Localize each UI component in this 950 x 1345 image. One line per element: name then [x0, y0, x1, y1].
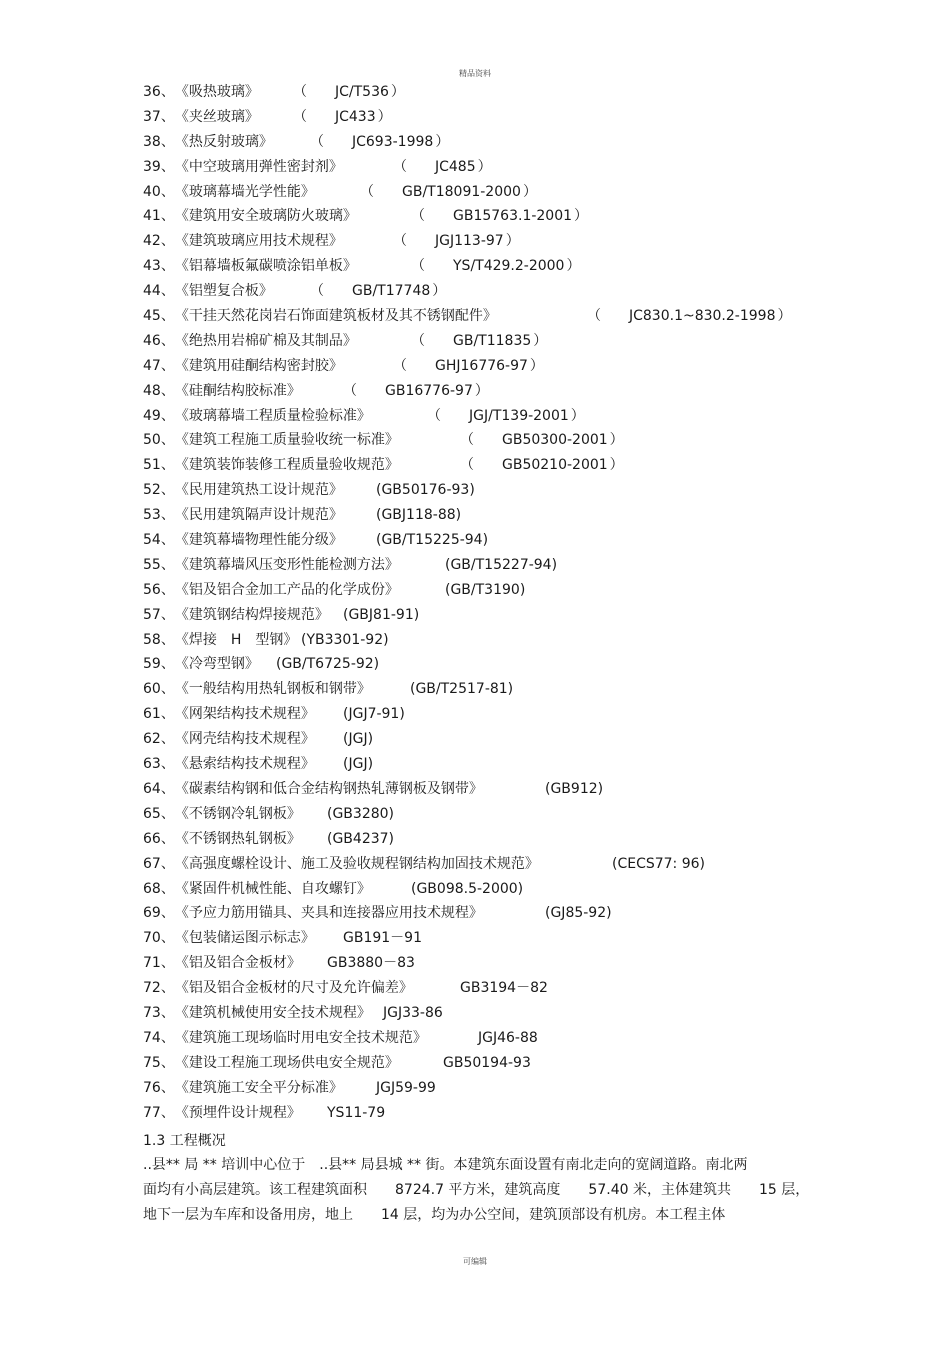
standard-item — [143, 877, 843, 902]
standard-code-group — [443, 1051, 531, 1076]
standard-code: GB/T11835 — [453, 332, 532, 349]
standard-title: 《予应力筋用锚具、夹具和连接器应用技术规程》 — [174, 905, 483, 922]
standard-paren: （ — [293, 108, 307, 125]
standard-title: 《一般结构用热轧钢板和钢带》 — [174, 681, 371, 698]
standard-code-group — [360, 180, 537, 205]
standard-code-group — [445, 553, 557, 578]
standard-title: 《建筑幕墙物理性能分级》 — [174, 532, 343, 549]
standard-number: 36、 — [143, 84, 175, 100]
standard-title: 《铝及铝合金板材》 — [174, 955, 301, 972]
standard-code: (JGJ7-91) — [343, 706, 405, 723]
standard-code-group — [587, 304, 791, 329]
standard-code-group — [310, 279, 446, 304]
standard-item — [143, 180, 843, 205]
standard-code-group — [393, 155, 492, 180]
standard-paren: （ — [343, 382, 357, 399]
standard-code-group — [376, 478, 475, 503]
standard-code-group — [310, 130, 449, 155]
standard-code: JC693-1998 — [352, 133, 434, 150]
standard-paren: ） — [533, 332, 548, 349]
standard-code: (GB/T15227-94) — [445, 556, 558, 573]
standard-paren: （ — [360, 183, 374, 200]
standard-paren: （ — [460, 457, 474, 474]
standard-code-group — [327, 802, 394, 827]
standard-number: 67、 — [143, 855, 175, 872]
standard-paren: ） — [432, 283, 447, 300]
standard-code: (GB098.5-2000) — [411, 880, 524, 897]
standard-number: 61、 — [143, 706, 175, 723]
standard-code-group — [393, 354, 544, 379]
standard-number: 46、 — [143, 332, 175, 349]
standard-number: 49、 — [143, 407, 175, 424]
standard-title: 《铝及铝合金加工产品的化学成份》 — [174, 581, 399, 598]
standard-number: 62、 — [143, 731, 175, 748]
standard-paren: （ — [393, 357, 407, 374]
standard-code-group — [376, 528, 488, 553]
standard-title: 《玻璃幕墙工程质量检验标准》 — [174, 407, 371, 424]
standard-item — [143, 503, 843, 528]
standard-number: 44、 — [143, 283, 175, 300]
standard-paren: ） — [609, 432, 624, 449]
standard-number: 54、 — [143, 532, 175, 549]
standard-code: GB15763.1-2001 — [453, 208, 573, 225]
standard-paren: （ — [587, 308, 601, 325]
standard-title: 《不锈钢冷轧钢板》 — [174, 805, 301, 822]
paragraph-line-2: 面均有小高层建筑。该工程建筑面积 8724.7 平方米，建筑高度 57.40 米，主体建筑共 15 层， — [143, 1182, 810, 1198]
standard-item — [143, 578, 843, 603]
standards-list — [143, 80, 843, 1125]
standard-code: YS11-79 — [327, 1104, 386, 1121]
standard-number: 58、 — [143, 631, 175, 648]
standard-paren: ） — [570, 407, 585, 424]
standard-code-group — [411, 254, 580, 279]
standard-title: 《夹丝玻璃》 — [174, 108, 259, 125]
standard-item — [143, 553, 843, 578]
standard-number: 50、 — [143, 432, 175, 449]
standard-number: 73、 — [143, 1004, 175, 1021]
standard-item — [143, 727, 843, 752]
standard-item — [143, 976, 843, 1001]
standard-code: JGJ/T139-2001 — [469, 407, 569, 424]
page-header: 精品资料 — [459, 69, 491, 78]
standard-title: 《铝幕墙板氟碳喷涂铝单板》 — [174, 258, 357, 275]
standard-item — [143, 777, 843, 802]
standard-item — [143, 1001, 843, 1026]
standard-code: (GB50176-93) — [376, 482, 475, 499]
standard-number: 48、 — [143, 382, 175, 399]
standard-title: 《建筑施工现场临时用电安全技术规范》 — [174, 1029, 427, 1046]
standard-number: 53、 — [143, 507, 175, 524]
standard-title: 《高强度螺栓设计、施工及验收规程钢结构加固技术规范》 — [174, 855, 539, 872]
standard-title: 《网壳结构技术规程》 — [174, 731, 315, 748]
standard-title: 《铝塑复合板》 — [174, 283, 273, 300]
standard-code-group — [545, 777, 603, 802]
standard-code-group — [327, 827, 394, 852]
standard-code-group — [376, 1076, 436, 1101]
standard-code-group — [411, 204, 588, 229]
standard-code: JC830.1~830.2-1998 — [629, 308, 776, 325]
standard-code: (GB/T15225-94) — [376, 532, 489, 549]
standard-title: 《玻璃幕墙光学性能》 — [174, 183, 315, 200]
standard-title: 《建筑玻璃应用技术规程》 — [174, 233, 343, 250]
standard-item — [143, 852, 843, 877]
standard-code-group — [301, 628, 389, 653]
standard-code-group — [343, 752, 373, 777]
standard-title: 《焊接 H 型钢》 — [174, 631, 298, 648]
standard-paren: （ — [460, 432, 474, 449]
standard-item — [143, 304, 843, 329]
standard-item — [143, 130, 843, 155]
standard-title: 《铝及铝合金板材的尺寸及允许偏差》 — [174, 980, 413, 997]
standard-code: GB/T18091-2000 — [402, 183, 521, 200]
standard-item — [143, 628, 843, 653]
standard-item — [143, 80, 843, 105]
standard-code-group — [293, 80, 405, 105]
standard-title: 《建筑幕墙风压变形性能检测方法》 — [174, 556, 399, 573]
standard-paren: ） — [574, 208, 589, 225]
standard-number: 43、 — [143, 258, 175, 275]
standard-code: (GBJ118-88) — [376, 507, 462, 524]
standard-title: 《建设工程施工现场供电安全规范》 — [174, 1054, 399, 1071]
standard-title: 《中空玻璃用弹性密封剂》 — [174, 158, 343, 175]
standard-number: 71、 — [143, 955, 175, 972]
standard-code-group — [411, 877, 523, 902]
standard-code: JGJ113-97 — [435, 233, 504, 250]
standard-code: (GB/T2517-81) — [410, 681, 514, 698]
standard-number: 40、 — [143, 183, 175, 200]
standard-title: 《民用建筑隔声设计规范》 — [174, 507, 343, 524]
standard-code-group — [445, 578, 525, 603]
standard-item — [143, 752, 843, 777]
standard-number: 42、 — [143, 233, 175, 250]
standard-paren: ） — [477, 158, 492, 175]
standard-item — [143, 404, 843, 429]
standard-code: GHJ16776-97 — [435, 357, 528, 374]
standard-number: 68、 — [143, 880, 175, 897]
standard-code: GB/T17748 — [352, 283, 431, 300]
standard-title: 《热反射玻璃》 — [174, 133, 273, 150]
standard-title: 《绝热用岩棉矿棉及其制品》 — [174, 332, 357, 349]
standard-title: 《建筑工程施工质量验收统一标准》 — [174, 432, 399, 449]
standard-code-group — [460, 976, 548, 1001]
standard-code: JGJ46-88 — [478, 1029, 538, 1046]
page-footer: 可编辑 — [463, 1257, 487, 1266]
standard-code: (GJ85-92) — [545, 905, 612, 922]
standard-number: 76、 — [143, 1079, 175, 1096]
standard-item — [143, 603, 843, 628]
standard-paren: ） — [522, 183, 537, 200]
standard-code: GB16776-97 — [385, 382, 473, 399]
standard-number: 39、 — [143, 158, 175, 175]
standard-code-group — [343, 702, 405, 727]
standard-item — [143, 105, 843, 130]
standard-title: 《碳素结构钢和低合金结构钢热轧薄钢板及钢带》 — [174, 780, 483, 797]
paragraph-line-3: 地下一层为车库和设备用房，地上 14 层，均为办公空间，建筑顶部设有机房。本工程主体 — [143, 1207, 726, 1223]
standard-item — [143, 428, 843, 453]
standard-title: 《建筑用安全玻璃防火玻璃》 — [174, 208, 357, 225]
standard-code: JC/T536 — [335, 84, 389, 100]
standard-code: JGJ59-99 — [376, 1079, 436, 1096]
standard-item — [143, 478, 843, 503]
standard-item — [143, 802, 843, 827]
standard-code: GB50300-2001 — [502, 432, 608, 449]
standard-code-group — [343, 926, 422, 951]
standard-title: 《建筑机械使用安全技术规程》 — [174, 1004, 371, 1021]
standard-paren: （ — [427, 407, 441, 424]
standard-code-group — [343, 379, 489, 404]
paragraph-line-1: ..县** 局 ** 培训中心位于 ..县** 局县城 ** 街。本建筑东面设置有南北走向的宽阔道路。南北两 — [143, 1157, 748, 1173]
section-heading: 1.3 工程概况 — [143, 1133, 226, 1149]
standard-number: 51、 — [143, 457, 175, 474]
standard-number: 41、 — [143, 208, 175, 225]
standard-code-group — [293, 105, 392, 130]
standard-code-group — [545, 901, 612, 926]
standard-paren: （ — [411, 208, 425, 225]
standard-code: GB3880－83 — [327, 955, 415, 972]
standard-item — [143, 155, 843, 180]
standard-code-group — [460, 428, 624, 453]
standard-title: 《吸热玻璃》 — [174, 84, 259, 100]
standard-code: JC485 — [435, 158, 476, 175]
standard-code: (GB3280) — [327, 805, 395, 822]
standard-paren: ） — [777, 308, 792, 325]
standard-paren: （ — [293, 84, 307, 100]
standard-code: (JGJ) — [343, 756, 374, 773]
standard-number: 75、 — [143, 1054, 175, 1071]
standard-code-group — [460, 453, 624, 478]
standard-number: 56、 — [143, 581, 175, 598]
standard-code: (GB912) — [545, 780, 604, 797]
standard-paren: ） — [609, 457, 624, 474]
standard-paren: ） — [377, 108, 392, 125]
standard-number: 77、 — [143, 1104, 175, 1121]
standard-code-group — [343, 603, 419, 628]
standard-code-group — [327, 951, 415, 976]
standard-number: 74、 — [143, 1029, 175, 1046]
standard-item — [143, 1051, 843, 1076]
standard-item — [143, 827, 843, 852]
standard-code: (GB4237) — [327, 830, 395, 847]
standard-code-group — [376, 503, 461, 528]
standard-item — [143, 1026, 843, 1051]
standard-paren: ） — [505, 233, 520, 250]
standard-code-group — [327, 1101, 385, 1126]
standard-number: 57、 — [143, 606, 175, 623]
standard-code: JC433 — [335, 108, 376, 125]
standard-title: 《民用建筑热工设计规范》 — [174, 482, 343, 499]
standard-code-group — [427, 404, 585, 429]
standard-number: 60、 — [143, 681, 175, 698]
standard-code-group — [276, 652, 379, 677]
standard-title: 《悬索结构技术规程》 — [174, 756, 315, 773]
standard-item — [143, 229, 843, 254]
standard-number: 37、 — [143, 108, 175, 125]
standard-code: GB50210-2001 — [502, 457, 608, 474]
standard-code: (JGJ) — [343, 731, 374, 748]
standard-code-group — [478, 1026, 538, 1051]
standard-title: 《建筑施工安全平分标准》 — [174, 1079, 343, 1096]
standard-code: GB191－91 — [343, 930, 422, 947]
standard-item — [143, 528, 843, 553]
standard-item — [143, 926, 843, 951]
standard-number: 45、 — [143, 308, 175, 325]
standard-paren: （ — [411, 258, 425, 275]
standard-title: 《预埋件设计规程》 — [174, 1104, 301, 1121]
standard-paren: ） — [566, 258, 581, 275]
standard-number: 66、 — [143, 830, 175, 847]
standard-item — [143, 901, 843, 926]
standard-item — [143, 379, 843, 404]
standard-title: 《硅酮结构胶标准》 — [174, 382, 301, 399]
standard-title: 《不锈钢热轧钢板》 — [174, 830, 301, 847]
standard-title: 《包装储运图示标志》 — [174, 930, 315, 947]
standard-item — [143, 279, 843, 304]
standard-item — [143, 951, 843, 976]
standard-paren: （ — [393, 233, 407, 250]
standard-code: (GBJ81-91) — [343, 606, 420, 623]
standard-code: (YB3301-92) — [301, 631, 389, 648]
standard-paren: ） — [390, 84, 405, 100]
standard-code-group — [393, 229, 520, 254]
standard-code-group — [411, 329, 547, 354]
standard-title: 《网架结构技术规程》 — [174, 706, 315, 723]
standard-code: GB50194-93 — [443, 1054, 531, 1071]
standard-title: 《建筑用硅酮结构密封胶》 — [174, 357, 343, 374]
standard-item — [143, 254, 843, 279]
standard-item — [143, 652, 843, 677]
standard-item — [143, 1101, 843, 1126]
standard-number: 59、 — [143, 656, 175, 673]
standard-item — [143, 329, 843, 354]
standard-number: 47、 — [143, 357, 175, 374]
standard-number: 70、 — [143, 930, 175, 947]
standard-title: 《干挂天然花岗岩石饰面建筑板材及其不锈钢配件》 — [174, 308, 497, 325]
standard-number: 55、 — [143, 556, 175, 573]
standard-item — [143, 204, 843, 229]
standard-item — [143, 1076, 843, 1101]
standard-title: 《紧固件机械性能、自攻螺钉》 — [174, 880, 371, 897]
standard-code: (GB/T3190) — [445, 581, 526, 598]
standard-item — [143, 453, 843, 478]
standard-number: 38、 — [143, 133, 175, 150]
standard-item — [143, 354, 843, 379]
standard-code: GB3194－82 — [460, 980, 548, 997]
standard-code-group — [612, 852, 705, 877]
standard-code: (CECS77: 96) — [612, 855, 706, 872]
standard-title: 《冷弯型钢》 — [174, 656, 259, 673]
standard-paren: ） — [435, 133, 450, 150]
standard-number: 52、 — [143, 482, 175, 499]
standard-paren: （ — [310, 283, 324, 300]
standard-number: 69、 — [143, 905, 175, 922]
standard-title: 《建筑装饰装修工程质量验收规范》 — [174, 457, 399, 474]
standard-code: JGJ33-86 — [383, 1004, 443, 1021]
standard-title: 《建筑钢结构焊接规范》 — [174, 606, 329, 623]
standard-number: 63、 — [143, 756, 175, 773]
standard-code: (GB/T6725-92) — [276, 656, 380, 673]
standard-code-group — [383, 1001, 443, 1026]
standard-code: YS/T429.2-2000 — [453, 258, 565, 275]
standard-paren: （ — [310, 133, 324, 150]
standard-code-group — [410, 677, 513, 702]
standard-paren: （ — [393, 158, 407, 175]
standard-paren: ） — [529, 357, 544, 374]
standard-number: 65、 — [143, 805, 175, 822]
standard-paren: ） — [474, 382, 489, 399]
standard-number: 72、 — [143, 980, 175, 997]
standard-paren: （ — [411, 332, 425, 349]
standard-code-group — [343, 727, 373, 752]
standard-number: 64、 — [143, 780, 175, 797]
standard-item — [143, 702, 843, 727]
standard-item — [143, 677, 843, 702]
